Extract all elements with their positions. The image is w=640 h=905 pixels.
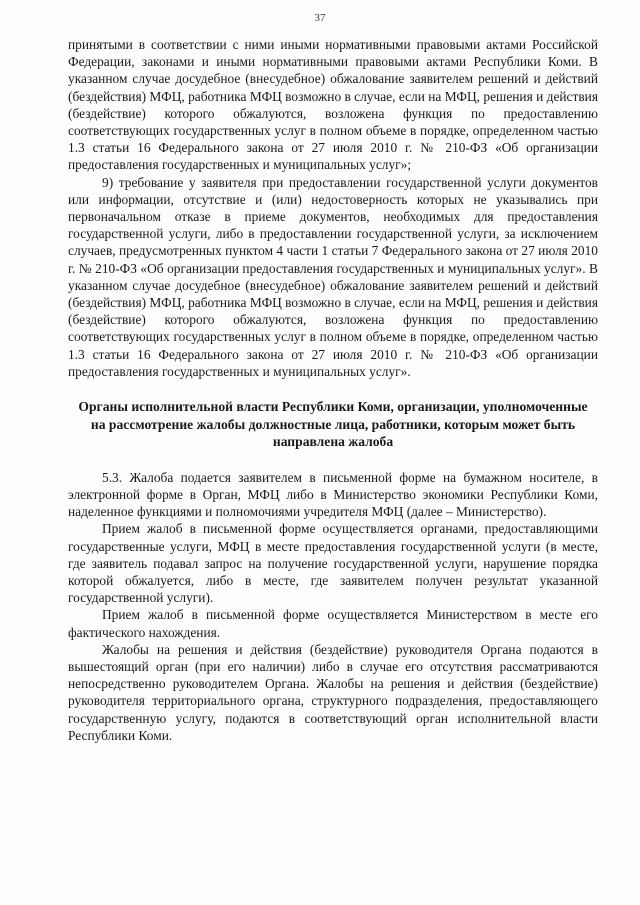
paragraph-item-9: 9) требование у заявителя при предоставлении государственной услуги документов или информации, отсутствие и (или) недостоверность которых не указывались при первоначальном отказе в приеме документов, необходимых для предоставления государственной услуги, либо в предоставлении государственной услуги, за исключением случаев, предусмотренных пунктом 4 части 1 статьи 7 Федерального закона от 27 июля 2010 г. № 210-ФЗ «Об организации предоставления государственных и муниципальных услуг». В указанном случае досудебное (внесудебное) обжалование заявителем решений и действий (бездействия) МФЦ, работника МФЦ возможно в случае, если на МФЦ, решения и действия (бездействие) которого обжалуются, возложена функция по предоставлению соответствующих государственных услуг в полном объеме в порядке, определенном частью 1.3 статьи 16 Федерального закона от 27 июля 2010 г. № 210-ФЗ «Об организации предоставления государственных и муниципальных услуг».	[68, 174, 598, 379]
section-heading: Органы исполнительной власти Республики Коми, организации, уполномоченные на рассмотрение жалобы должностные лица, работники, которым может быть направлена жалоба	[78, 399, 588, 450]
document-body	[68, 36, 598, 744]
paragraph-complaint-reception: Прием жалоб в письменной форме осуществляется органами, предоставляющими государственные услуги, МФЦ в месте предоставления государственной услуги (в месте, где заявитель подавал запрос на получение государственной услуги, нарушение порядка которой обжалуется, либо в месте, где заявителем получен результат указанной государственной услуги).	[68, 521, 598, 606]
paragraph-head-complaints: Жалобы на решения и действия (бездействие) руководителя Органа подаются в вышестоящий орган (при его наличии) либо в случае его отсутствия рассматриваются непосредственно руководителем Органа. Жалобы на решения и действия (бездействие) руководителя территориального органа, структурного подразделения, предоставляющего государственную услугу, подаются в соответствующий орган исполнительной власти Республики Коми.	[68, 641, 598, 743]
paragraph-continuation: принятыми в соответствии с ними иными нормативными правовыми актами Российской Федерации, законами и иными нормативными правовыми актами Республики Коми. В указанном случае досудебное (внесудебное) обжалование заявителем решений и действий (бездействия) МФЦ, работника МФЦ возможно в случае, если на МФЦ, решения и действия (бездействие) которого обжалуются, возложена функция по предоставлению соответствующих государственных услуг в полном объеме в порядке, определенном частью 1.3 статьи 16 Федерального закона от 27 июля 2010 г. № 210-ФЗ «Об организации предоставления государственных и муниципальных услуг»;	[68, 37, 598, 173]
paragraph-ministry-reception: Прием жалоб в письменной форме осуществляется Министерством в месте его фактического нахождения.	[68, 607, 598, 640]
paragraph-5-3: 5.3. Жалоба подается заявителем в письменной форме на бумажном носителе, в электронной форме в Орган, МФЦ либо в Министерство экономики Республики Коми, наделенное функциями и полномочиями учредителя МФЦ (далее – Министерство).	[68, 469, 598, 520]
page-number: 37	[314, 12, 326, 24]
